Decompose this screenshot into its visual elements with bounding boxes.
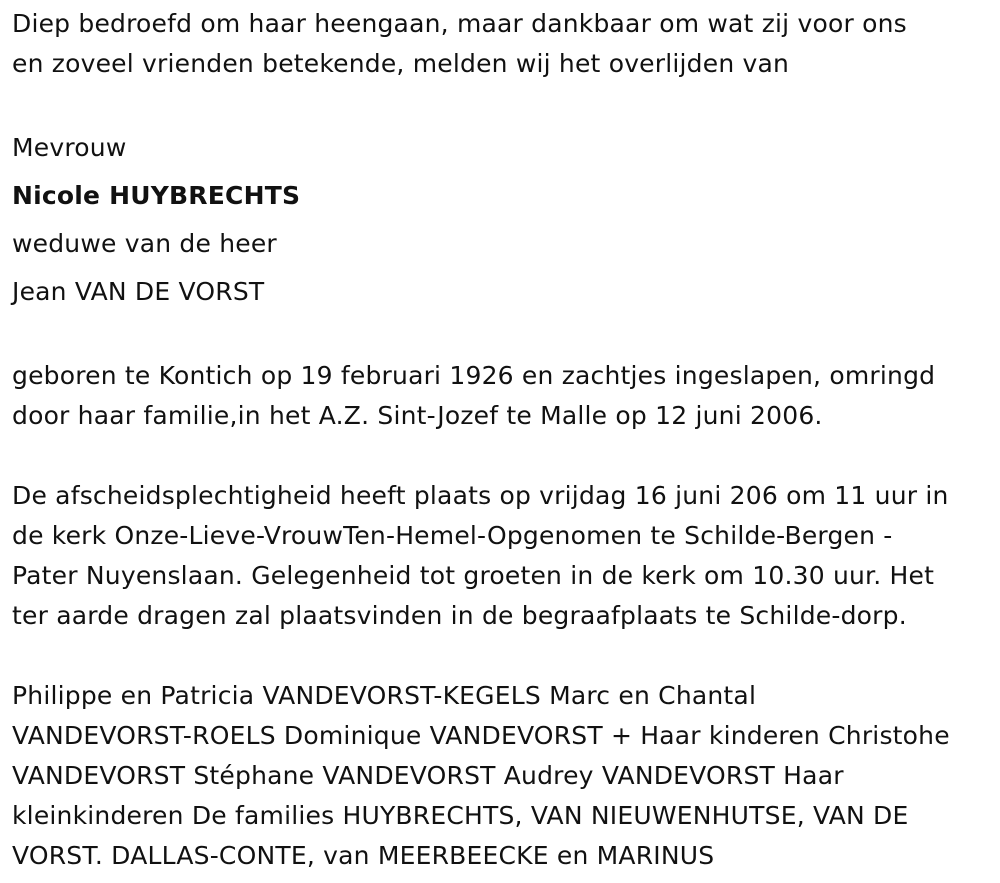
intro-paragraph: [12, 4, 997, 84]
funeral-line: de kerk Onze-Lieve-VrouwTen-Hemel-Opgenomen te Schilde-Bergen -: [12, 521, 893, 550]
family-line: VANDEVORST Stéphane VANDEVORST Audrey VANDEVORST Haar: [12, 761, 844, 790]
funeral-line: Pater Nuyenslaan. Gelegenheid tot groeten in de kerk om 10.30 uur. Het: [12, 561, 935, 590]
intro-line: en zoveel vrienden betekende, melden wij het overlijden van: [12, 49, 790, 78]
funeral-line: De afscheidsplechtigheid heeft plaats op vrijdag 16 juni 206 om 11 uur in: [12, 481, 949, 510]
family-line: VORST. DALLAS-CONTE, van MEERBEECKE en MARINUS: [12, 841, 715, 870]
birth-death-line: door haar familie,in het A.Z. Sint-Jozef te Malle op 12 juni 2006.: [12, 401, 823, 430]
funeral-line: ter aarde dragen zal plaatsvinden in de begraafplaats te Schilde-dorp.: [12, 601, 907, 630]
funeral-paragraph: [12, 476, 997, 636]
deceased-relation: weduwe van de heer: [12, 229, 277, 258]
paragraph-gap: [12, 316, 997, 356]
paragraph-gap: [12, 84, 997, 124]
family-paragraph: [12, 676, 997, 876]
family-line: Philippe en Patricia VANDEVORST-KEGELS Marc en Chantal: [12, 681, 757, 710]
intro-line: Diep bedroefd om haar heengaan, maar dankbaar om wat zij voor ons: [12, 9, 907, 38]
deceased-block: [12, 124, 997, 316]
birth-death-paragraph: [12, 356, 997, 436]
family-line: kleinkinderen De families HUYBRECHTS, VAN NIEUWENHUTSE, VAN DE: [12, 801, 909, 830]
family-line: VANDEVORST-ROELS Dominique VANDEVORST + Haar kinderen Christohe: [12, 721, 950, 750]
deceased-title: Mevrouw: [12, 133, 127, 162]
paragraph-gap: [12, 436, 997, 476]
deceased-name: Nicole HUYBRECHTS: [12, 181, 301, 210]
paragraph-gap: [12, 636, 997, 676]
birth-death-line: geboren te Kontich op 19 februari 1926 en zachtjes ingeslapen, omringd: [12, 361, 936, 390]
obituary-document: [12, 0, 997, 876]
spouse-name: Jean VAN DE VORST: [12, 277, 265, 306]
